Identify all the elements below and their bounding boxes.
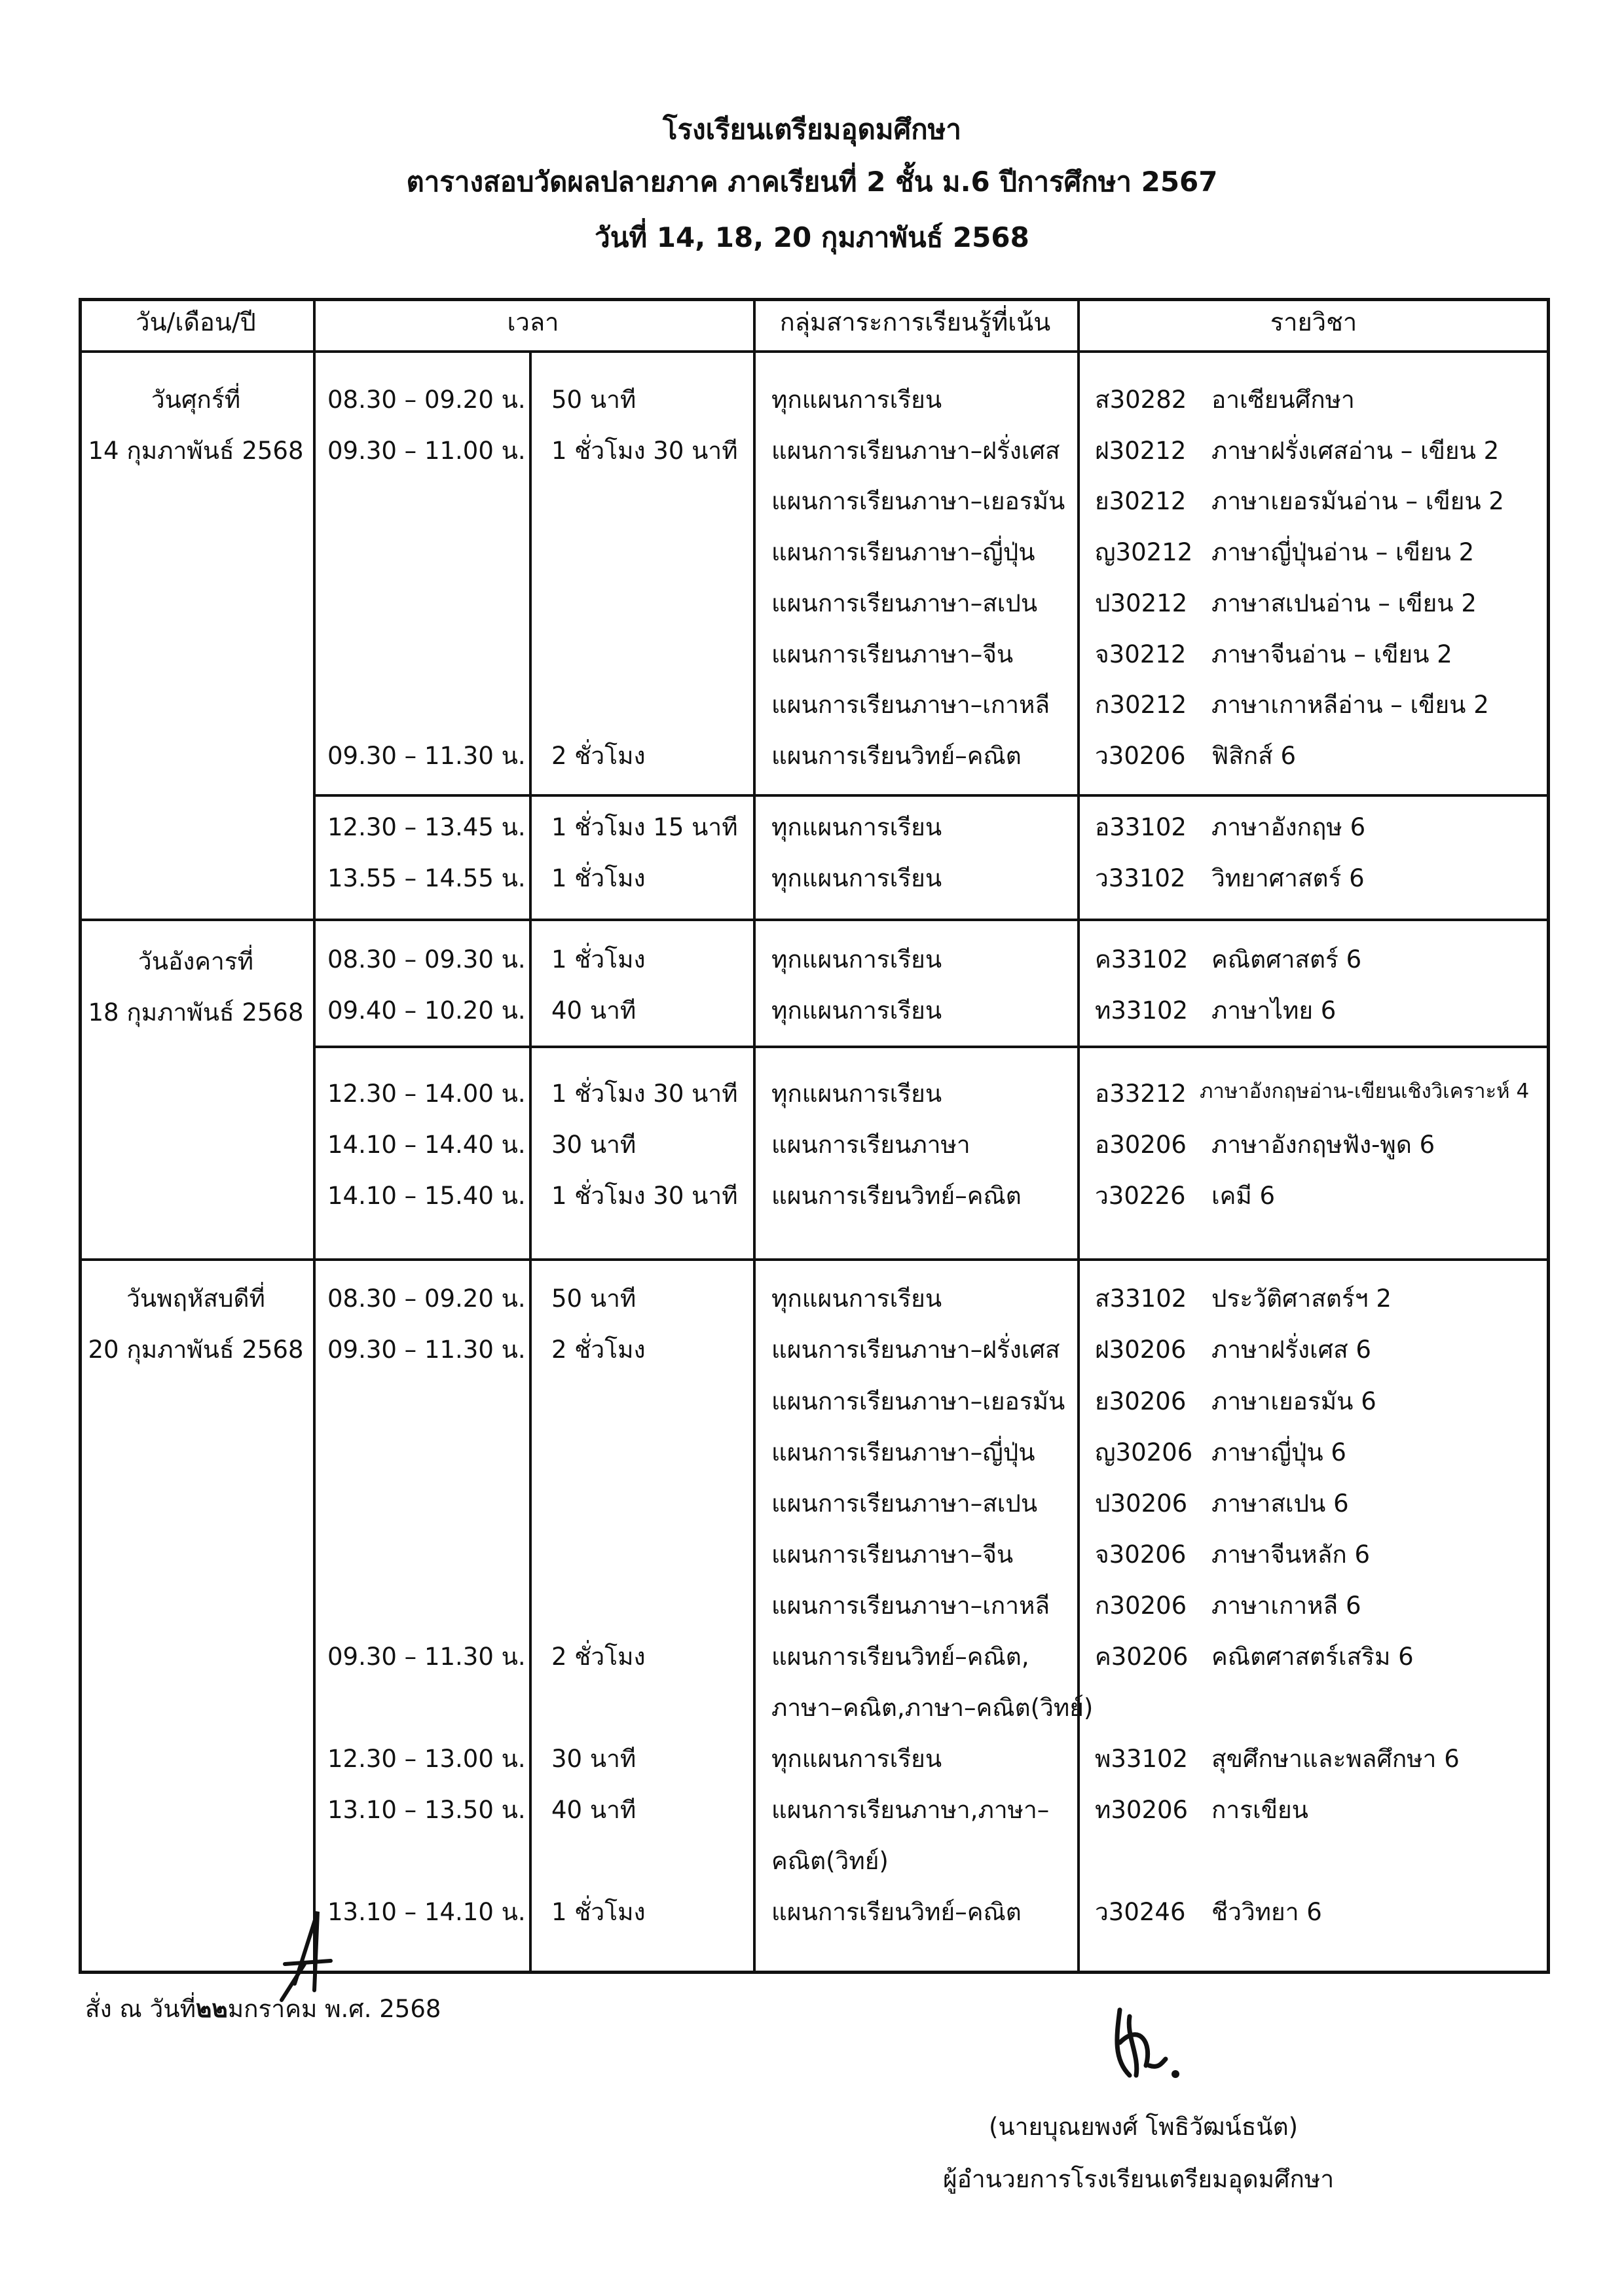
subject-code: ส30282	[1095, 386, 1187, 414]
column-divider	[313, 298, 316, 1974]
subject-name: เคมี 6	[1211, 1182, 1276, 1210]
exam-duration: 40 นาที	[551, 996, 637, 1025]
subject-name: การเขียน	[1211, 1796, 1308, 1824]
exam-time: 12.30 – 14.00 น.	[327, 1080, 526, 1108]
exam-duration: 40 นาที	[551, 1796, 637, 1824]
subject-code: ว30246	[1095, 1898, 1186, 1926]
subject-name: ภาษาเยอรมันอ่าน – เขียน 2	[1211, 487, 1504, 515]
subject-code: จ30212	[1095, 640, 1187, 668]
time-duration-divider	[529, 352, 532, 1974]
subject-name: อาเซียนศึกษา	[1211, 386, 1355, 414]
initials-mark	[268, 1886, 341, 2010]
date-label: 14 กุมภาพันธ์ 2568	[88, 437, 304, 465]
subject-name: ภาษาญี่ปุ่น 6	[1211, 1438, 1346, 1467]
subject-code: อ30206	[1095, 1131, 1187, 1159]
study-plan: ทุกแผนการเรียน	[771, 996, 942, 1025]
order-prefix: สั่ง ณ วันที่	[85, 1995, 196, 2023]
exam-time: 13.55 – 14.55 น.	[327, 864, 526, 892]
subject-code: ย30206	[1095, 1387, 1187, 1415]
subject-name: ภาษาสเปนอ่าน – เขียน 2	[1211, 589, 1477, 617]
subject-code: พ33102	[1095, 1745, 1189, 1773]
section-divider	[313, 1046, 1550, 1048]
date-label: 18 กุมภาพันธ์ 2568	[88, 998, 304, 1027]
section-divider	[313, 794, 1550, 797]
subject-name: ภาษาไทย 6	[1211, 996, 1337, 1025]
exam-time: 08.30 – 09.20 น.	[327, 386, 526, 414]
study-plan: แผนการเรียนภาษา–จีน	[771, 640, 1014, 668]
study-plan: แผนการเรียนภาษา–จีน	[771, 1540, 1014, 1569]
study-plan: ทุกแผนการเรียน	[771, 386, 942, 414]
study-plan: แผนการเรียนภาษา–ฝรั่งเศส	[771, 1336, 1060, 1364]
subject-code: ว33102	[1095, 864, 1186, 892]
exam-time: 08.30 – 09.20 น.	[327, 1285, 526, 1313]
day-label: วันพฤหัสบดีที่	[126, 1285, 265, 1313]
column-divider	[753, 298, 756, 1974]
exam-duration: 50 นาที	[551, 1285, 637, 1313]
subject-name: ภาษาสเปน 6	[1211, 1489, 1349, 1518]
column-header-time: เวลา	[507, 308, 559, 337]
subject-code: อ33212	[1095, 1080, 1187, 1108]
subject-name: ภาษาเกาหลีอ่าน – เขียน 2	[1211, 691, 1489, 719]
study-plan: ทุกแผนการเรียน	[771, 1745, 942, 1773]
exam-duration: 2 ชั่วโมง	[551, 1643, 646, 1671]
subject-name: ภาษาอังกฤษอ่าน-เขียนเชิงวิเคราะห์ 4	[1200, 1080, 1530, 1103]
study-plan: ทุกแผนการเรียน	[771, 1285, 942, 1313]
subject-name: ชีววิทยา 6	[1211, 1898, 1322, 1926]
study-plan: แผนการเรียนภาษา–ญี่ปุ่น	[771, 538, 1035, 566]
study-plan: แผนการเรียนภาษา–สเปน	[771, 1489, 1038, 1518]
subject-code: ฝ30212	[1095, 437, 1187, 465]
header-divider	[79, 350, 1550, 353]
schedule-title: ตารางสอบวัดผลปลายภาค ภาคเรียนที่ 2 ชั้น ม.6 ปีการศึกษา 2567	[406, 166, 1218, 198]
subject-code: ก30206	[1095, 1592, 1187, 1620]
day-label: วันศุกร์ที่	[151, 386, 241, 414]
subject-name: คณิตศาสตร์ 6	[1211, 945, 1362, 974]
exam-time: 09.30 – 11.30 น.	[327, 742, 526, 770]
study-plan: แผนการเรียนวิทย์–คณิต	[771, 1898, 1022, 1926]
exam-duration: 1 ชั่วโมง	[551, 945, 646, 974]
study-plan: แผนการเรียนภาษา–ฝรั่งเศส	[771, 437, 1060, 465]
study-plan: แผนการเรียนภาษา–เยอรมัน	[771, 487, 1065, 515]
subject-name: ภาษาเยอรมัน 6	[1211, 1387, 1376, 1415]
study-plan: แผนการเรียนภาษา–เยอรมัน	[771, 1387, 1065, 1415]
day-divider	[79, 919, 1550, 921]
subject-name: ภาษาเกาหลี 6	[1211, 1592, 1361, 1620]
subject-code: ค33102	[1095, 945, 1189, 974]
study-plan: แผนการเรียนภาษา–สเปน	[771, 589, 1038, 617]
study-plan: แผนการเรียนวิทย์–คณิต	[771, 742, 1022, 770]
subject-name: วิทยาศาสตร์ 6	[1211, 864, 1365, 892]
subject-name: ภาษาอังกฤษฟัง-พูด 6	[1211, 1131, 1435, 1159]
subject-code: ท33102	[1095, 996, 1189, 1025]
exam-time: 14.10 – 15.40 น.	[327, 1182, 526, 1210]
subject-name: ฟิสิกส์ 6	[1211, 742, 1297, 770]
subject-code: ส33102	[1095, 1285, 1187, 1313]
day-label: วันอังคารที่	[138, 947, 254, 975]
subject-name: ภาษาฝรั่งเศสอ่าน – เขียน 2	[1211, 437, 1500, 465]
study-plan: ทุกแผนการเรียน	[771, 864, 942, 892]
study-plan: แผนการเรียนวิทย์–คณิต	[771, 1182, 1022, 1210]
date-label: 20 กุมภาพันธ์ 2568	[88, 1336, 304, 1364]
exam-time: 09.30 – 11.30 น.	[327, 1643, 526, 1671]
study-plan: แผนการเรียนภาษา–ญี่ปุ่น	[771, 1438, 1035, 1467]
director-signature	[1100, 1997, 1192, 2088]
exam-time: 09.30 – 11.00 น.	[327, 437, 526, 465]
study-plan: แผนการเรียนภาษา–เกาหลี	[771, 691, 1050, 719]
exam-duration: 30 นาที	[551, 1745, 637, 1773]
column-divider	[1077, 298, 1080, 1974]
column-header-plan: กลุ่มสาระการเรียนรู้ที่เน้น	[779, 308, 1051, 337]
subject-name: คณิตศาสตร์เสริม 6	[1211, 1643, 1414, 1671]
subject-code: ว30226	[1095, 1182, 1186, 1210]
study-plan: ทุกแผนการเรียน	[771, 813, 942, 841]
subject-code: ป30206	[1095, 1489, 1188, 1518]
exam-time: 13.10 – 14.10 น.	[327, 1898, 526, 1926]
subject-code: ญ30206	[1095, 1438, 1193, 1467]
subject-name: ประวัติศาสตร์ฯ 2	[1211, 1285, 1392, 1313]
subject-code: อ33102	[1095, 813, 1187, 841]
exam-time: 08.30 – 09.30 น.	[327, 945, 526, 974]
study-plan: แผนการเรียนวิทย์–คณิต,	[771, 1643, 1029, 1671]
exam-time: 09.30 – 11.30 น.	[327, 1336, 526, 1364]
exam-duration: 1 ชั่วโมง	[551, 864, 646, 892]
order-suffix: มกราคม พ.ศ. 2568	[227, 1995, 441, 2023]
exam-duration: 1 ชั่วโมง 30 นาที	[551, 437, 738, 465]
exam-duration: 1 ชั่วโมง 30 นาที	[551, 1080, 738, 1108]
subject-code: ย30212	[1095, 487, 1187, 515]
subject-name: ภาษาจีนหลัก 6	[1211, 1540, 1371, 1569]
exam-time: 12.30 – 13.00 น.	[327, 1745, 526, 1773]
exam-duration: 1 ชั่วโมง 15 นาที	[551, 813, 738, 841]
subject-code: ญ30212	[1095, 538, 1193, 566]
column-header-date: วัน/เดือน/ปี	[136, 308, 256, 337]
column-header-subject: รายวิชา	[1270, 308, 1357, 337]
order-date	[85, 1997, 441, 2021]
study-plan: ภาษา–คณิต,ภาษา–คณิต(วิทย์)	[771, 1694, 1094, 1722]
signer-name: (นายบุณยพงศ์ โพธิวัฒน์ธนัต)	[989, 2113, 1299, 2141]
study-plan: แผนการเรียนภาษา	[771, 1131, 970, 1159]
exam-duration: 30 นาที	[551, 1131, 637, 1159]
subject-name: สุขศึกษาและพลศึกษา 6	[1211, 1745, 1460, 1773]
subject-name: ภาษาจีนอ่าน – เขียน 2	[1211, 640, 1452, 668]
subject-name: ภาษาอังกฤษ 6	[1211, 813, 1366, 841]
study-plan: คณิต(วิทย์)	[771, 1847, 889, 1875]
subject-code: ป30212	[1095, 589, 1188, 617]
exam-duration: 1 ชั่วโมง	[551, 1898, 646, 1926]
exam-duration: 2 ชั่วโมง	[551, 742, 646, 770]
study-plan: ทุกแผนการเรียน	[771, 945, 942, 974]
subject-code: จ30206	[1095, 1540, 1187, 1569]
subject-code: ก30212	[1095, 691, 1187, 719]
study-plan: แผนการเรียนภาษา,ภาษา–	[771, 1796, 1050, 1824]
subject-code: ฝ30206	[1095, 1336, 1187, 1364]
exam-time: 09.40 – 10.20 น.	[327, 996, 526, 1025]
order-day: ๒๒	[195, 1995, 228, 2023]
signer-title: ผู้อำนวยการโรงเรียนเตรียมอุดมศึกษา	[943, 2165, 1335, 2193]
exam-dates: วันที่ 14, 18, 20 กุมภาพันธ์ 2568	[595, 221, 1029, 253]
exam-duration: 1 ชั่วโมง 30 นาที	[551, 1182, 738, 1210]
study-plan: ทุกแผนการเรียน	[771, 1080, 942, 1108]
exam-duration: 2 ชั่วโมง	[551, 1336, 646, 1364]
exam-duration: 50 นาที	[551, 386, 637, 414]
subject-name: ภาษาญี่ปุ่นอ่าน – เขียน 2	[1211, 538, 1475, 566]
subject-code: ค30206	[1095, 1643, 1189, 1671]
subject-code: ท30206	[1095, 1796, 1189, 1824]
day-divider	[79, 1258, 1550, 1261]
exam-time: 14.10 – 14.40 น.	[327, 1131, 526, 1159]
exam-time: 12.30 – 13.45 น.	[327, 813, 526, 841]
study-plan: แผนการเรียนภาษา–เกาหลี	[771, 1592, 1050, 1620]
subject-code: ว30206	[1095, 742, 1186, 770]
exam-time: 13.10 – 13.50 น.	[327, 1796, 526, 1824]
school-name: โรงเรียนเตรียมอุดมศึกษา	[663, 113, 961, 145]
subject-name: ภาษาฝรั่งเศส 6	[1211, 1336, 1371, 1364]
